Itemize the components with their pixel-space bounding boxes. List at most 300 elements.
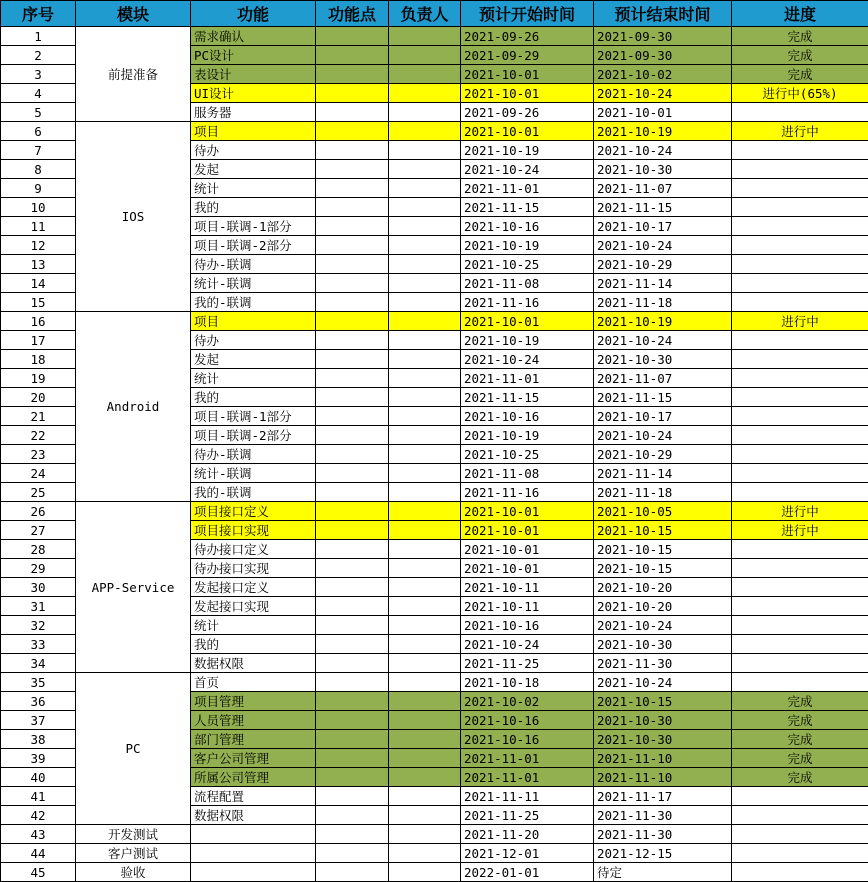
cell-function[interactable]: [191, 844, 316, 863]
cell-start-date[interactable]: 2021-10-25: [461, 255, 594, 274]
cell-seq[interactable]: 10: [1, 198, 76, 217]
cell-start-date[interactable]: 2021-12-01: [461, 844, 594, 863]
cell-owner[interactable]: [389, 407, 461, 426]
cell-seq[interactable]: 17: [1, 331, 76, 350]
cell-start-date[interactable]: 2021-11-20: [461, 825, 594, 844]
cell-start-date[interactable]: 2021-10-01: [461, 502, 594, 521]
header-module[interactable]: 模块: [76, 1, 191, 27]
cell-seq[interactable]: 35: [1, 673, 76, 692]
cell-end-date[interactable]: 2021-10-02: [594, 65, 732, 84]
cell-progress[interactable]: [732, 217, 868, 236]
cell-progress[interactable]: [732, 255, 868, 274]
cell-owner[interactable]: [389, 730, 461, 749]
cell-seq[interactable]: 13: [1, 255, 76, 274]
cell-start-date[interactable]: 2021-11-01: [461, 369, 594, 388]
cell-progress[interactable]: 进行中(65%): [732, 84, 868, 103]
cell-function-point[interactable]: [316, 559, 389, 578]
header-progress[interactable]: 进度: [732, 1, 868, 27]
cell-start-date[interactable]: 2021-11-08: [461, 274, 594, 293]
cell-function-point[interactable]: [316, 597, 389, 616]
cell-progress[interactable]: [732, 293, 868, 312]
cell-start-date[interactable]: 2021-10-01: [461, 84, 594, 103]
header-owner[interactable]: 负责人: [389, 1, 461, 27]
cell-progress[interactable]: [732, 350, 868, 369]
header-seq[interactable]: 序号: [1, 1, 76, 27]
cell-start-date[interactable]: 2021-10-01: [461, 312, 594, 331]
cell-progress[interactable]: 完成: [732, 692, 868, 711]
cell-start-date[interactable]: 2021-09-29: [461, 46, 594, 65]
cell-owner[interactable]: [389, 616, 461, 635]
cell-start-date[interactable]: 2021-10-11: [461, 597, 594, 616]
cell-progress[interactable]: [732, 673, 868, 692]
cell-seq[interactable]: 9: [1, 179, 76, 198]
cell-progress[interactable]: 完成: [732, 46, 868, 65]
cell-function-point[interactable]: [316, 768, 389, 787]
cell-function-point[interactable]: [316, 445, 389, 464]
cell-seq[interactable]: 27: [1, 521, 76, 540]
header-function-point[interactable]: 功能点: [316, 1, 389, 27]
cell-end-date[interactable]: 2021-10-15: [594, 540, 732, 559]
cell-owner[interactable]: [389, 331, 461, 350]
cell-owner[interactable]: [389, 635, 461, 654]
cell-function[interactable]: 表设计: [191, 65, 316, 84]
cell-function[interactable]: 统计: [191, 369, 316, 388]
cell-seq[interactable]: 30: [1, 578, 76, 597]
cell-owner[interactable]: [389, 768, 461, 787]
cell-progress[interactable]: 进行中: [732, 521, 868, 540]
cell-function-point[interactable]: [316, 198, 389, 217]
cell-function-point[interactable]: [316, 673, 389, 692]
cell-seq[interactable]: 21: [1, 407, 76, 426]
cell-function[interactable]: 我的-联调: [191, 293, 316, 312]
cell-seq[interactable]: 43: [1, 825, 76, 844]
cell-module[interactable]: IOS: [76, 122, 191, 312]
cell-owner[interactable]: [389, 179, 461, 198]
cell-seq[interactable]: 1: [1, 27, 76, 46]
cell-function[interactable]: 项目接口实现: [191, 521, 316, 540]
cell-start-date[interactable]: 2021-11-15: [461, 388, 594, 407]
cell-end-date[interactable]: 2021-09-30: [594, 27, 732, 46]
cell-function-point[interactable]: [316, 502, 389, 521]
cell-end-date[interactable]: 2021-11-30: [594, 825, 732, 844]
cell-end-date[interactable]: 2021-11-18: [594, 483, 732, 502]
cell-function-point[interactable]: [316, 540, 389, 559]
cell-start-date[interactable]: 2021-10-19: [461, 236, 594, 255]
cell-owner[interactable]: [389, 749, 461, 768]
cell-owner[interactable]: [389, 863, 461, 882]
cell-function-point[interactable]: [316, 825, 389, 844]
cell-function[interactable]: 数据权限: [191, 654, 316, 673]
cell-start-date[interactable]: 2021-10-16: [461, 407, 594, 426]
cell-progress[interactable]: [732, 483, 868, 502]
cell-owner[interactable]: [389, 236, 461, 255]
cell-start-date[interactable]: 2021-11-01: [461, 749, 594, 768]
cell-progress[interactable]: [732, 445, 868, 464]
cell-owner[interactable]: [389, 122, 461, 141]
cell-start-date[interactable]: 2021-10-01: [461, 521, 594, 540]
cell-end-date[interactable]: 2021-10-24: [594, 236, 732, 255]
cell-progress[interactable]: [732, 578, 868, 597]
cell-end-date[interactable]: 2021-10-29: [594, 255, 732, 274]
cell-seq[interactable]: 19: [1, 369, 76, 388]
cell-start-date[interactable]: 2021-11-25: [461, 654, 594, 673]
cell-progress[interactable]: [732, 369, 868, 388]
cell-owner[interactable]: [389, 844, 461, 863]
cell-start-date[interactable]: 2021-10-18: [461, 673, 594, 692]
cell-function[interactable]: 项目-联调-1部分: [191, 407, 316, 426]
cell-end-date[interactable]: 2021-10-15: [594, 521, 732, 540]
cell-start-date[interactable]: 2022-01-01: [461, 863, 594, 882]
cell-start-date[interactable]: 2021-10-01: [461, 540, 594, 559]
cell-progress[interactable]: [732, 787, 868, 806]
cell-function-point[interactable]: [316, 483, 389, 502]
cell-seq[interactable]: 12: [1, 236, 76, 255]
cell-start-date[interactable]: 2021-10-24: [461, 350, 594, 369]
cell-progress[interactable]: [732, 806, 868, 825]
cell-progress[interactable]: 完成: [732, 65, 868, 84]
cell-function[interactable]: 统计-联调: [191, 464, 316, 483]
header-function[interactable]: 功能: [191, 1, 316, 27]
cell-seq[interactable]: 40: [1, 768, 76, 787]
cell-owner[interactable]: [389, 46, 461, 65]
cell-seq[interactable]: 42: [1, 806, 76, 825]
cell-function[interactable]: 项目接口定义: [191, 502, 316, 521]
header-end-date[interactable]: 预计结束时间: [594, 1, 732, 27]
cell-seq[interactable]: 8: [1, 160, 76, 179]
cell-module[interactable]: 验收: [76, 863, 191, 882]
cell-function-point[interactable]: [316, 578, 389, 597]
cell-owner[interactable]: [389, 198, 461, 217]
cell-seq[interactable]: 44: [1, 844, 76, 863]
cell-progress[interactable]: 进行中: [732, 312, 868, 331]
cell-progress[interactable]: [732, 160, 868, 179]
cell-progress[interactable]: 完成: [732, 730, 868, 749]
cell-progress[interactable]: [732, 597, 868, 616]
cell-seq[interactable]: 34: [1, 654, 76, 673]
cell-owner[interactable]: [389, 787, 461, 806]
cell-function[interactable]: 所属公司管理: [191, 768, 316, 787]
cell-function[interactable]: 发起: [191, 160, 316, 179]
cell-module[interactable]: Android: [76, 312, 191, 502]
cell-owner[interactable]: [389, 312, 461, 331]
cell-function-point[interactable]: [316, 806, 389, 825]
cell-function[interactable]: 人员管理: [191, 711, 316, 730]
cell-end-date[interactable]: 2021-10-24: [594, 426, 732, 445]
cell-end-date[interactable]: 2021-09-30: [594, 46, 732, 65]
cell-progress[interactable]: 完成: [732, 27, 868, 46]
cell-start-date[interactable]: 2021-10-01: [461, 122, 594, 141]
cell-owner[interactable]: [389, 27, 461, 46]
cell-function-point[interactable]: [316, 293, 389, 312]
cell-function-point[interactable]: [316, 27, 389, 46]
cell-function-point[interactable]: [316, 407, 389, 426]
cell-function-point[interactable]: [316, 521, 389, 540]
cell-progress[interactable]: [732, 198, 868, 217]
cell-end-date[interactable]: 2021-10-05: [594, 502, 732, 521]
cell-owner[interactable]: [389, 825, 461, 844]
cell-start-date[interactable]: 2021-10-01: [461, 65, 594, 84]
cell-start-date[interactable]: 2021-11-08: [461, 464, 594, 483]
cell-owner[interactable]: [389, 388, 461, 407]
cell-owner[interactable]: [389, 445, 461, 464]
cell-end-date[interactable]: 2021-10-30: [594, 160, 732, 179]
cell-end-date[interactable]: 2021-11-07: [594, 179, 732, 198]
cell-start-date[interactable]: 2021-09-26: [461, 27, 594, 46]
cell-seq[interactable]: 37: [1, 711, 76, 730]
cell-seq[interactable]: 11: [1, 217, 76, 236]
cell-end-date[interactable]: 2021-10-15: [594, 692, 732, 711]
cell-progress[interactable]: [732, 559, 868, 578]
cell-owner[interactable]: [389, 84, 461, 103]
cell-end-date[interactable]: 2021-10-24: [594, 331, 732, 350]
cell-start-date[interactable]: 2021-10-02: [461, 692, 594, 711]
cell-function[interactable]: 统计-联调: [191, 274, 316, 293]
cell-progress[interactable]: [732, 179, 868, 198]
cell-function[interactable]: 项目-联调-2部分: [191, 236, 316, 255]
cell-function[interactable]: 首页: [191, 673, 316, 692]
cell-progress[interactable]: 进行中: [732, 122, 868, 141]
cell-owner[interactable]: [389, 806, 461, 825]
cell-seq[interactable]: 33: [1, 635, 76, 654]
cell-function[interactable]: 我的: [191, 635, 316, 654]
cell-end-date[interactable]: 2021-10-19: [594, 312, 732, 331]
cell-seq[interactable]: 39: [1, 749, 76, 768]
cell-seq[interactable]: 26: [1, 502, 76, 521]
cell-function-point[interactable]: [316, 787, 389, 806]
cell-seq[interactable]: 3: [1, 65, 76, 84]
cell-end-date[interactable]: 2021-11-14: [594, 274, 732, 293]
cell-function[interactable]: 发起接口实现: [191, 597, 316, 616]
cell-end-date[interactable]: 2021-11-10: [594, 768, 732, 787]
cell-start-date[interactable]: 2021-10-01: [461, 559, 594, 578]
cell-function-point[interactable]: [316, 312, 389, 331]
cell-end-date[interactable]: 2021-11-10: [594, 749, 732, 768]
cell-end-date[interactable]: 2021-10-19: [594, 122, 732, 141]
cell-seq[interactable]: 18: [1, 350, 76, 369]
cell-function-point[interactable]: [316, 388, 389, 407]
cell-end-date[interactable]: 2021-12-15: [594, 844, 732, 863]
cell-start-date[interactable]: 2021-10-16: [461, 217, 594, 236]
cell-start-date[interactable]: 2021-10-24: [461, 635, 594, 654]
cell-function[interactable]: 待办-联调: [191, 445, 316, 464]
cell-function[interactable]: 我的-联调: [191, 483, 316, 502]
cell-seq[interactable]: 25: [1, 483, 76, 502]
cell-function[interactable]: PC设计: [191, 46, 316, 65]
cell-progress[interactable]: [732, 825, 868, 844]
cell-end-date[interactable]: 2021-10-01: [594, 103, 732, 122]
cell-start-date[interactable]: 2021-11-11: [461, 787, 594, 806]
cell-function-point[interactable]: [316, 103, 389, 122]
cell-end-date[interactable]: 2021-10-20: [594, 597, 732, 616]
cell-start-date[interactable]: 2021-10-19: [461, 141, 594, 160]
cell-progress[interactable]: [732, 388, 868, 407]
cell-owner[interactable]: [389, 540, 461, 559]
cell-function-point[interactable]: [316, 711, 389, 730]
cell-progress[interactable]: 进行中: [732, 502, 868, 521]
cell-start-date[interactable]: 2021-10-24: [461, 160, 594, 179]
cell-owner[interactable]: [389, 350, 461, 369]
cell-progress[interactable]: 完成: [732, 711, 868, 730]
cell-progress[interactable]: [732, 141, 868, 160]
cell-progress[interactable]: [732, 236, 868, 255]
cell-function[interactable]: 项目: [191, 122, 316, 141]
cell-seq[interactable]: 31: [1, 597, 76, 616]
cell-progress[interactable]: 完成: [732, 749, 868, 768]
cell-start-date[interactable]: 2021-11-01: [461, 768, 594, 787]
cell-end-date[interactable]: 2021-10-30: [594, 350, 732, 369]
cell-function[interactable]: 待办接口定义: [191, 540, 316, 559]
cell-progress[interactable]: [732, 616, 868, 635]
cell-function-point[interactable]: [316, 217, 389, 236]
cell-seq[interactable]: 32: [1, 616, 76, 635]
cell-progress[interactable]: [732, 103, 868, 122]
cell-function[interactable]: 项目: [191, 312, 316, 331]
cell-end-date[interactable]: 2021-11-07: [594, 369, 732, 388]
cell-function[interactable]: 数据权限: [191, 806, 316, 825]
cell-progress[interactable]: [732, 464, 868, 483]
cell-start-date[interactable]: 2021-09-26: [461, 103, 594, 122]
cell-function[interactable]: 服务器: [191, 103, 316, 122]
cell-owner[interactable]: [389, 673, 461, 692]
cell-seq[interactable]: 5: [1, 103, 76, 122]
cell-owner[interactable]: [389, 369, 461, 388]
cell-owner[interactable]: [389, 502, 461, 521]
cell-module[interactable]: APP-Service: [76, 502, 191, 673]
cell-owner[interactable]: [389, 65, 461, 84]
cell-end-date[interactable]: 2021-10-24: [594, 673, 732, 692]
cell-seq[interactable]: 23: [1, 445, 76, 464]
cell-progress[interactable]: [732, 635, 868, 654]
cell-function[interactable]: 统计: [191, 616, 316, 635]
cell-owner[interactable]: [389, 103, 461, 122]
cell-function[interactable]: UI设计: [191, 84, 316, 103]
cell-end-date[interactable]: 2021-11-14: [594, 464, 732, 483]
cell-progress[interactable]: 完成: [732, 768, 868, 787]
cell-seq[interactable]: 6: [1, 122, 76, 141]
cell-function-point[interactable]: [316, 84, 389, 103]
cell-end-date[interactable]: 2021-10-30: [594, 711, 732, 730]
cell-owner[interactable]: [389, 597, 461, 616]
cell-function-point[interactable]: [316, 635, 389, 654]
cell-owner[interactable]: [389, 141, 461, 160]
cell-seq[interactable]: 20: [1, 388, 76, 407]
cell-function-point[interactable]: [316, 692, 389, 711]
cell-start-date[interactable]: 2021-10-19: [461, 426, 594, 445]
cell-function-point[interactable]: [316, 236, 389, 255]
cell-seq[interactable]: 2: [1, 46, 76, 65]
cell-module[interactable]: PC: [76, 673, 191, 825]
cell-seq[interactable]: 22: [1, 426, 76, 445]
cell-end-date[interactable]: 2021-11-18: [594, 293, 732, 312]
cell-owner[interactable]: [389, 255, 461, 274]
cell-start-date[interactable]: 2021-11-25: [461, 806, 594, 825]
cell-progress[interactable]: [732, 274, 868, 293]
cell-owner[interactable]: [389, 160, 461, 179]
cell-function[interactable]: [191, 863, 316, 882]
cell-seq[interactable]: 28: [1, 540, 76, 559]
cell-owner[interactable]: [389, 483, 461, 502]
cell-function[interactable]: 待办: [191, 331, 316, 350]
cell-end-date[interactable]: 2021-11-30: [594, 806, 732, 825]
cell-seq[interactable]: 24: [1, 464, 76, 483]
cell-function-point[interactable]: [316, 464, 389, 483]
cell-progress[interactable]: [732, 863, 868, 882]
cell-function[interactable]: 项目-联调-1部分: [191, 217, 316, 236]
cell-end-date[interactable]: 待定: [594, 863, 732, 882]
cell-function-point[interactable]: [316, 179, 389, 198]
cell-end-date[interactable]: 2021-11-17: [594, 787, 732, 806]
cell-start-date[interactable]: 2021-10-16: [461, 730, 594, 749]
cell-start-date[interactable]: 2021-10-11: [461, 578, 594, 597]
cell-module[interactable]: 客户测试: [76, 844, 191, 863]
cell-progress[interactable]: [732, 654, 868, 673]
cell-module[interactable]: 前提准备: [76, 27, 191, 122]
cell-owner[interactable]: [389, 274, 461, 293]
cell-function-point[interactable]: [316, 160, 389, 179]
cell-start-date[interactable]: 2021-11-01: [461, 179, 594, 198]
cell-owner[interactable]: [389, 578, 461, 597]
cell-function[interactable]: 项目管理: [191, 692, 316, 711]
cell-function-point[interactable]: [316, 616, 389, 635]
cell-owner[interactable]: [389, 692, 461, 711]
cell-function[interactable]: 需求确认: [191, 27, 316, 46]
cell-function-point[interactable]: [316, 730, 389, 749]
cell-function-point[interactable]: [316, 426, 389, 445]
cell-owner[interactable]: [389, 521, 461, 540]
cell-end-date[interactable]: 2021-10-24: [594, 141, 732, 160]
cell-function[interactable]: 发起接口定义: [191, 578, 316, 597]
cell-seq[interactable]: 29: [1, 559, 76, 578]
cell-function[interactable]: 我的: [191, 198, 316, 217]
cell-function[interactable]: 待办接口实现: [191, 559, 316, 578]
cell-function[interactable]: 项目-联调-2部分: [191, 426, 316, 445]
cell-seq[interactable]: 41: [1, 787, 76, 806]
cell-start-date[interactable]: 2021-11-16: [461, 483, 594, 502]
cell-function[interactable]: 待办-联调: [191, 255, 316, 274]
cell-start-date[interactable]: 2021-10-25: [461, 445, 594, 464]
cell-function-point[interactable]: [316, 255, 389, 274]
cell-function[interactable]: 部门管理: [191, 730, 316, 749]
cell-function[interactable]: 发起: [191, 350, 316, 369]
cell-function[interactable]: [191, 825, 316, 844]
cell-end-date[interactable]: 2021-10-30: [594, 635, 732, 654]
cell-progress[interactable]: [732, 540, 868, 559]
cell-function[interactable]: 统计: [191, 179, 316, 198]
cell-start-date[interactable]: 2021-10-16: [461, 616, 594, 635]
cell-seq[interactable]: 15: [1, 293, 76, 312]
cell-function-point[interactable]: [316, 369, 389, 388]
cell-progress[interactable]: [732, 407, 868, 426]
cell-function-point[interactable]: [316, 844, 389, 863]
cell-end-date[interactable]: 2021-11-15: [594, 388, 732, 407]
cell-function[interactable]: 流程配置: [191, 787, 316, 806]
cell-owner[interactable]: [389, 654, 461, 673]
cell-function-point[interactable]: [316, 274, 389, 293]
cell-progress[interactable]: [732, 331, 868, 350]
cell-end-date[interactable]: 2021-10-29: [594, 445, 732, 464]
cell-start-date[interactable]: 2021-11-15: [461, 198, 594, 217]
header-start-date[interactable]: 预计开始时间: [461, 1, 594, 27]
cell-end-date[interactable]: 2021-10-17: [594, 407, 732, 426]
cell-start-date[interactable]: 2021-11-16: [461, 293, 594, 312]
cell-end-date[interactable]: 2021-10-24: [594, 616, 732, 635]
cell-function-point[interactable]: [316, 350, 389, 369]
cell-owner[interactable]: [389, 293, 461, 312]
cell-owner[interactable]: [389, 559, 461, 578]
cell-function[interactable]: 客户公司管理: [191, 749, 316, 768]
cell-seq[interactable]: 45: [1, 863, 76, 882]
cell-function-point[interactable]: [316, 122, 389, 141]
